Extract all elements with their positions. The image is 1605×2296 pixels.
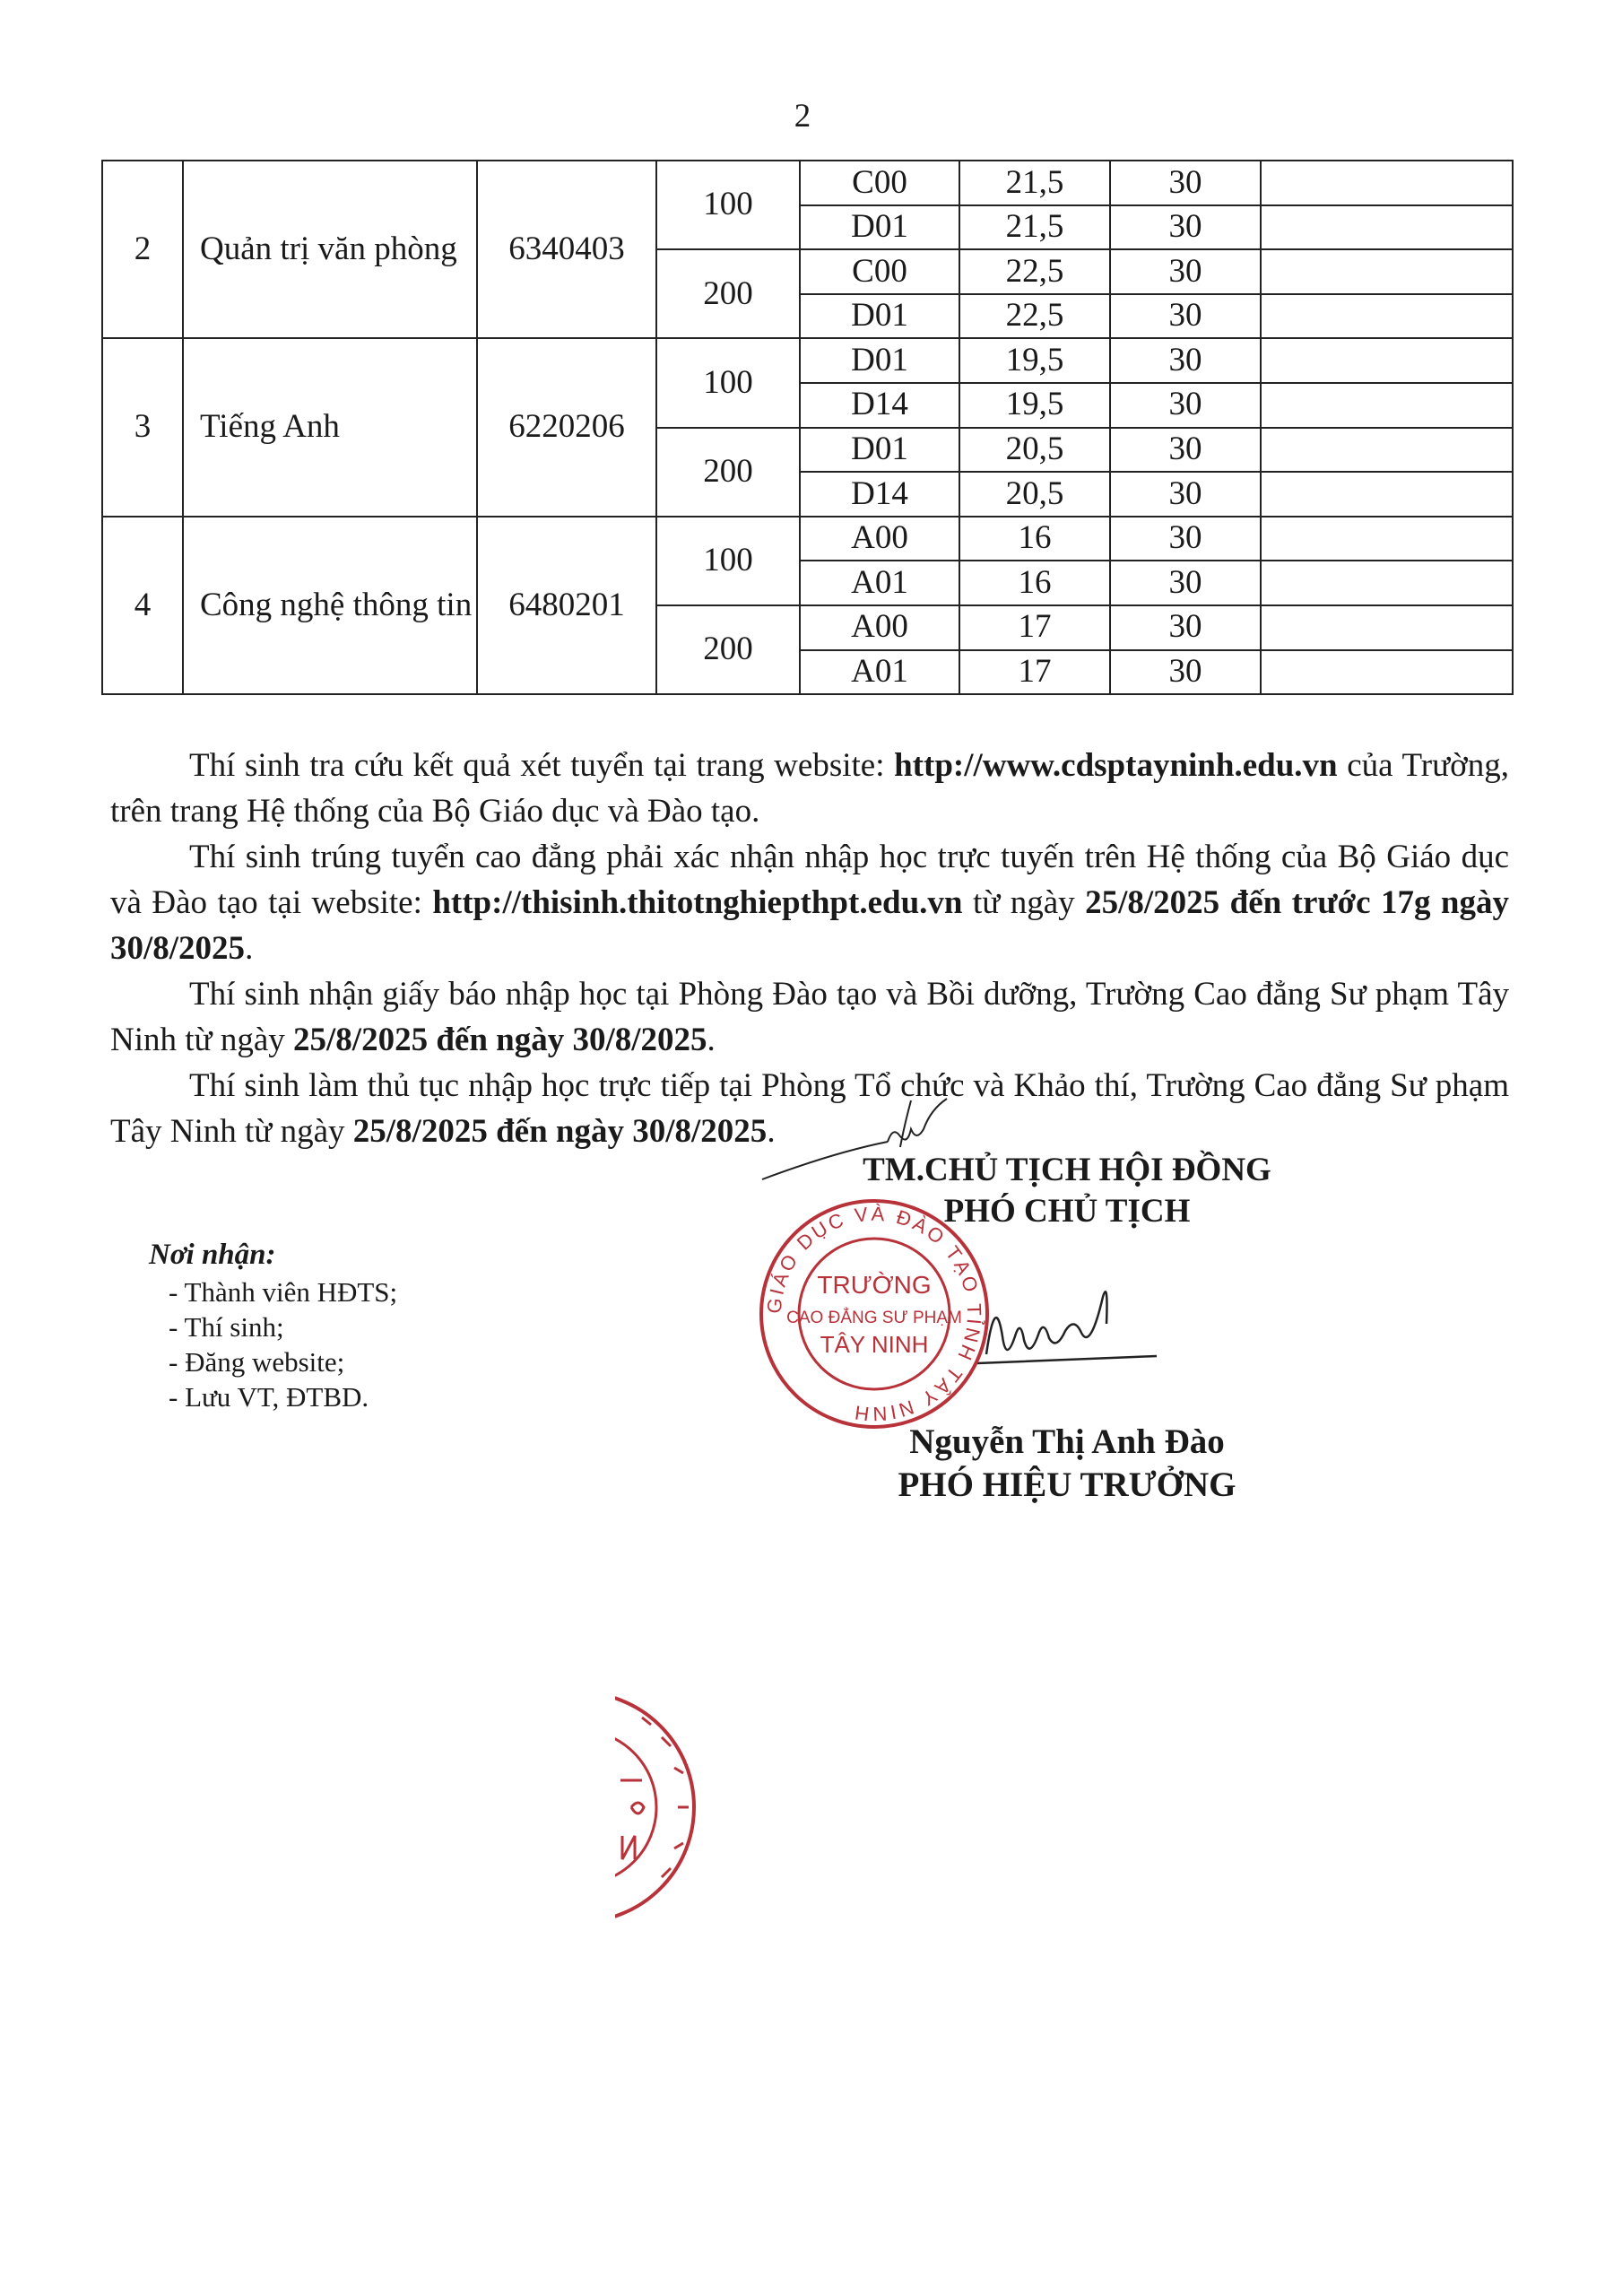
row-number-cell: 3: [102, 338, 183, 516]
subject-combo-cell: D01: [800, 294, 959, 339]
cutoff-score-cell: 16: [959, 561, 1110, 605]
signature-line-1: TM.CHỦ TỊCH HỘI ĐỒNG: [863, 1152, 1271, 1188]
cutoff-score-cell: 17: [959, 650, 1110, 695]
admission-method-cell: 200: [656, 605, 800, 694]
quota-cell: 30: [1110, 294, 1261, 339]
paragraph-admission-notice: [110, 971, 1509, 1063]
quota-cell: 30: [1110, 161, 1261, 205]
ministry-website-link[interactable]: http://thisinh.thitotnghiepthpt.edu.vn: [432, 884, 963, 921]
subject-combo-cell: C00: [800, 161, 959, 205]
paragraph-text: .: [245, 930, 254, 967]
signer-position: PHÓ HIỆU TRƯỞNG: [898, 1465, 1236, 1504]
paragraph-text: .: [707, 1022, 716, 1058]
signer-name: Nguyễn Thị Anh Đào: [909, 1422, 1225, 1461]
note-cell: [1261, 472, 1513, 517]
stamp-center-line: TRƯỜNG: [817, 1271, 932, 1299]
admission-method-cell: 100: [656, 517, 800, 605]
admission-method-cell: 100: [656, 338, 800, 427]
note-cell: [1261, 517, 1513, 561]
recipients-block: [149, 1238, 397, 1414]
subject-combo-cell: D01: [800, 338, 959, 383]
table-row: [102, 338, 1513, 383]
major-code-cell: 6340403: [477, 161, 656, 338]
subject-combo-cell: C00: [800, 249, 959, 294]
note-cell: [1261, 338, 1513, 383]
note-cell: [1261, 428, 1513, 473]
subject-combo-cell: A00: [800, 605, 959, 650]
subject-combo-cell: A01: [800, 650, 959, 695]
quota-cell: 30: [1110, 249, 1261, 294]
table-row: [102, 517, 1513, 561]
cutoff-score-cell: 21,5: [959, 205, 1110, 250]
table-row: [102, 161, 1513, 205]
cutoff-score-cell: 19,5: [959, 338, 1110, 383]
row-number-cell: 2: [102, 161, 183, 338]
recipients-heading: Nơi nhận:: [149, 1239, 276, 1271]
cutoff-score-cell: 22,5: [959, 294, 1110, 339]
paragraph-text: Thí sinh nhận giấy báo nhập học tại Phòng Đào tạo và Bồi dưỡng, Trường Cao đẳng Sư phạm Tây Ninh từ ngày: [110, 976, 1509, 1058]
recipient-item: - Thí sinh;: [169, 1311, 284, 1343]
date-range: 25/8/2025 đến ngày 30/8/2025: [293, 1022, 707, 1058]
date-range: 25/8/2025 đến ngày 30/8/2025: [352, 1113, 768, 1150]
note-cell: [1261, 249, 1513, 294]
admission-method-cell: 100: [656, 161, 800, 249]
cutoff-score-cell: 20,5: [959, 428, 1110, 473]
paragraph-text: từ ngày: [962, 884, 1086, 921]
paragraph-lookup-results: [110, 743, 1509, 834]
cutoff-score-cell: 22,5: [959, 249, 1110, 294]
date-range: 25/8/2025 đến trước 17g ngày 30/8/2025: [110, 884, 1509, 967]
note-cell: [1261, 161, 1513, 205]
partial-stamp: [615, 1682, 701, 1933]
signature-name-block: [735, 1421, 1399, 1507]
note-cell: [1261, 205, 1513, 250]
major-name-cell: Tiếng Anh: [183, 338, 477, 516]
paragraph-online-confirmation: [110, 834, 1509, 971]
paragraph-text: Thí sinh trúng tuyển cao đẳng phải xác nhận nhập học trực tuyến trên Hệ thống của Bộ Giáo dục và Đào tạo tại website:: [110, 839, 1509, 921]
note-cell: [1261, 650, 1513, 695]
signature-line-2: PHÓ CHỦ TỊCH: [943, 1193, 1191, 1230]
quota-cell: 30: [1110, 338, 1261, 383]
stamp-ring-text: GIÁO DỤC VÀ ĐÀO TẠO TỈNH TÂY NINH: [762, 1202, 986, 1426]
quota-cell: 30: [1110, 650, 1261, 695]
handwritten-signature: [968, 1274, 1166, 1386]
subject-combo-cell: D14: [800, 472, 959, 517]
paragraph-text: Thí sinh làm thủ tục nhập học trực tiếp tại Phòng Tổ chức và Khảo thí, Trường Cao đẳng Sư phạm Tây Ninh từ ngày: [110, 1067, 1509, 1150]
row-number-cell: 4: [102, 517, 183, 694]
recipient-item: - Đăng website;: [169, 1346, 345, 1378]
quota-cell: 30: [1110, 472, 1261, 517]
major-code-cell: 6480201: [477, 517, 656, 694]
note-cell: [1261, 383, 1513, 428]
official-stamp-icon: [755, 1195, 993, 1433]
quota-cell: 30: [1110, 605, 1261, 650]
recipient-item: - Thành viên HĐTS;: [169, 1276, 398, 1308]
major-name-cell: Quản trị văn phòng: [183, 161, 477, 338]
subject-combo-cell: D14: [800, 383, 959, 428]
paragraph-text: .: [767, 1113, 776, 1150]
stamp-center-line: TÂY NINH: [820, 1331, 929, 1358]
admission-method-cell: 200: [656, 249, 800, 338]
quota-cell: 30: [1110, 205, 1261, 250]
note-cell: [1261, 605, 1513, 650]
cutoff-score-cell: 17: [959, 605, 1110, 650]
recipient-item: - Lưu VT, ĐTBD.: [169, 1381, 369, 1413]
admission-method-cell: 200: [656, 428, 800, 517]
note-cell: [1261, 294, 1513, 339]
subject-combo-cell: A00: [800, 517, 959, 561]
partial-stamp-icon: [615, 1682, 701, 1933]
subject-combo-cell: D01: [800, 428, 959, 473]
subject-combo-cell: D01: [800, 205, 959, 250]
quota-cell: 30: [1110, 383, 1261, 428]
cutoff-score-cell: 19,5: [959, 383, 1110, 428]
major-name-cell: Công nghệ thông tin: [183, 517, 477, 694]
major-code-cell: 6220206: [477, 338, 656, 516]
quota-cell: 30: [1110, 428, 1261, 473]
note-cell: [1261, 561, 1513, 605]
official-stamp: [755, 1195, 993, 1433]
handwritten-signature-icon: [968, 1274, 1166, 1381]
paragraph-text: Thí sinh tra cứu kết quả xét tuyển tại trang website:: [189, 747, 895, 784]
paragraph-text: của Trường, trên trang Hệ thống của Bộ Giáo dục và Đào tạo.: [110, 747, 1509, 830]
admission-table: [101, 160, 1514, 695]
stamp-center-line: CAO ĐẲNG SƯ PHẠM: [786, 1309, 962, 1327]
quota-cell: 30: [1110, 517, 1261, 561]
recipients-list: [169, 1274, 397, 1414]
quota-cell: 30: [1110, 561, 1261, 605]
cutoff-score-cell: 21,5: [959, 161, 1110, 205]
cutoff-score-cell: 20,5: [959, 472, 1110, 517]
subject-combo-cell: A01: [800, 561, 959, 605]
page-number: 2: [794, 98, 811, 135]
cutoff-score-cell: 16: [959, 517, 1110, 561]
college-website-link[interactable]: http://www.cdsptayninh.edu.vn: [894, 747, 1338, 784]
